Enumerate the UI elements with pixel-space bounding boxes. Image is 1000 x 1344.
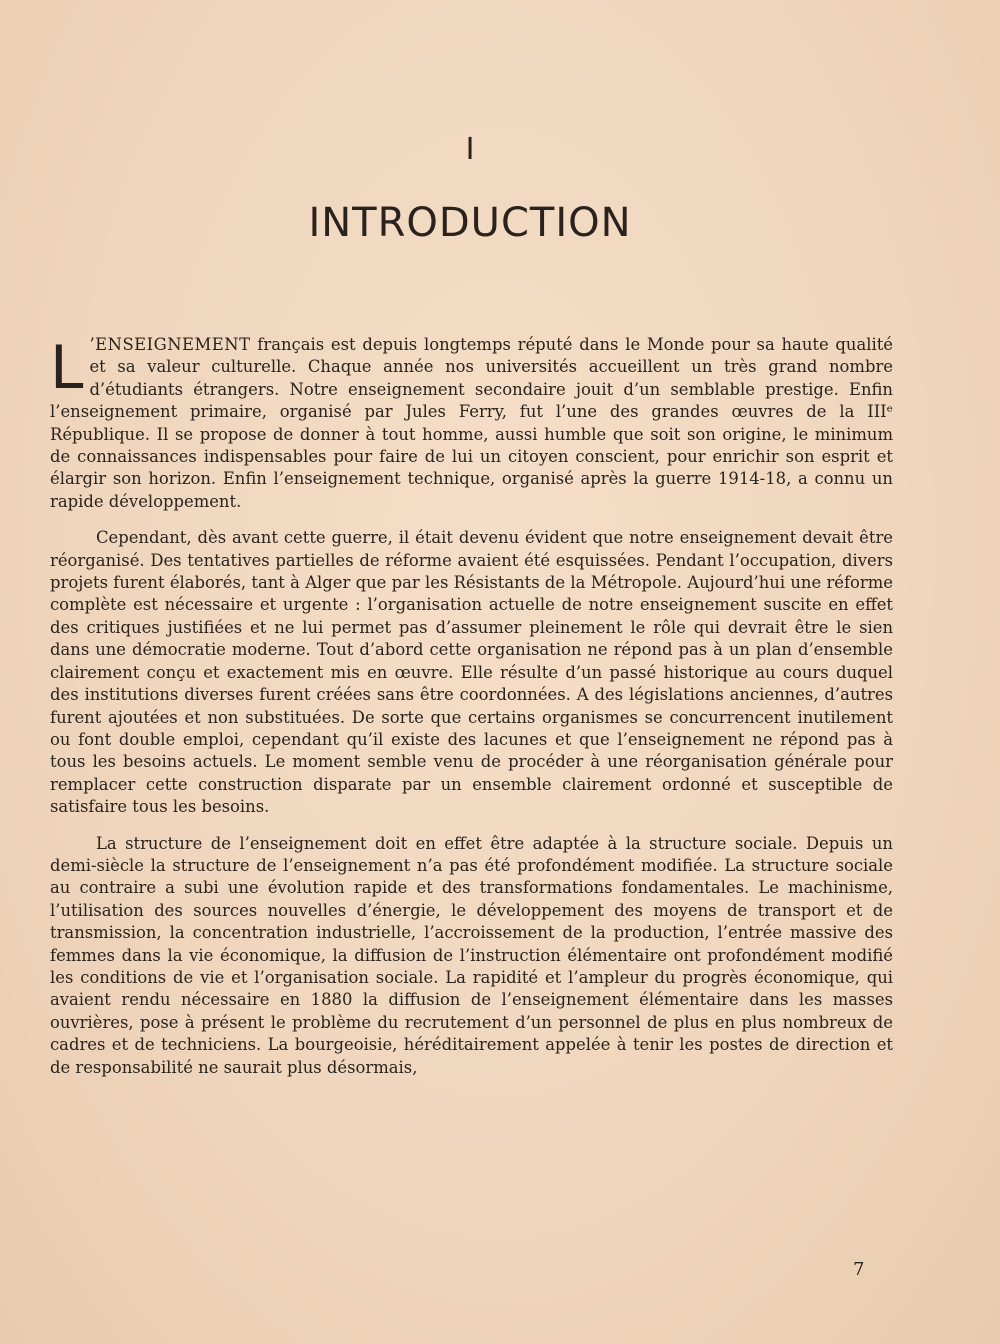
paragraph-1-text: français est depuis longtemps réputé dans le Monde pour sa haute qualité et sa valeur culturelle. Chaque année nos universités accueillent un très grand nombre d’étudiants étrangers. Notre enseignement secondaire jouit d’un semblable prestige. Enfin l’enseignement primaire, organisé par Jules Ferry, fut l’une des grandes œuvres de la IIIᵉ République. Il se propose de donner à tout homme, aussi humble que soit son origine, le minimum de connaissances indispensables pour faire de lui un citoyen conscient, pour enrichir son esprit et élargir son horizon. Enfin l’enseignement technique, organisé après la guerre 1914-18, a connu un rapide développement. <box>50 335 893 511</box>
chapter-number: I <box>465 132 475 167</box>
paragraph-1-opening-word: ’ENSEIGNEMENT <box>89 335 251 354</box>
drop-cap: L <box>50 333 84 403</box>
body-text <box>50 334 893 1079</box>
paragraph-1 <box>50 334 893 513</box>
page-number: 7 <box>853 1259 865 1280</box>
paragraph-2: Cependant, dès avant cette guerre, il était devenu évident que notre enseignement devait être réorganisé. Des tentatives partielles de réforme avaient été esquissées. Pendant l’occupation, divers projets furent élaborés, tant à Alger que par les Résistants de la Métropole. Aujourd’hui une réforme complète est nécessaire et urgente : l’organisation actuelle de notre enseignement suscite en effet des critiques justifiées et ne lui permet pas d’assumer pleinement le rôle qui devrait être le sien dans une démocratie moderne. Tout d’abord cette organisation ne répond pas à un plan d’ensemble clairement conçu et exactement mis en œuvre. Elle résulte d’un passé historique au cours duquel des institutions diverses furent créées sans être coordonnées. A des législations anciennes, d’autres furent ajoutées et non substituées. De sorte que certains organismes se concurrencent inutilement ou font double emploi, cependant qu’il existe des lacunes et que l’enseignement ne répond pas à tous les besoins actuels. Le moment semble venu de procéder à une réorganisation générale pour remplacer cette construction disparate par un ensemble clairement ordonné et susceptible de satisfaire tous les besoins. <box>50 528 893 817</box>
chapter-title: INTRODUCTION <box>308 200 632 246</box>
paragraph-3: La structure de l’enseignement doit en effet être adaptée à la structure sociale. Depuis un demi-siècle la structure de l’enseignement n’a pas été profondément modifiée. La structure sociale au contraire a subi une évolution rapide et des transformations fondamentales. Le machinisme, l’utilisation des sources nouvelles d’énergie, le développement des moyens de transport et de transmission, la concentration industrielle, l’accroissement de la production, l’entrée massive des femmes dans la vie économique, la diffusion de l’instruction élémentaire ont profondément modifié les conditions de vie et l’organisation sociale. La rapidité et l’ampleur du progrès économique, qui avaient rendu nécessaire en 1880 la diffusion de l’enseignement élémentaire dans les masses ouvrières, pose à présent le problème du recrutement d’un personnel de plus en plus nombreux de cadres et de techniciens. La bourgeoisie, héréditairement appelée à tenir les postes de direction et de responsabilité ne saurait plus désormais, <box>50 833 893 1077</box>
